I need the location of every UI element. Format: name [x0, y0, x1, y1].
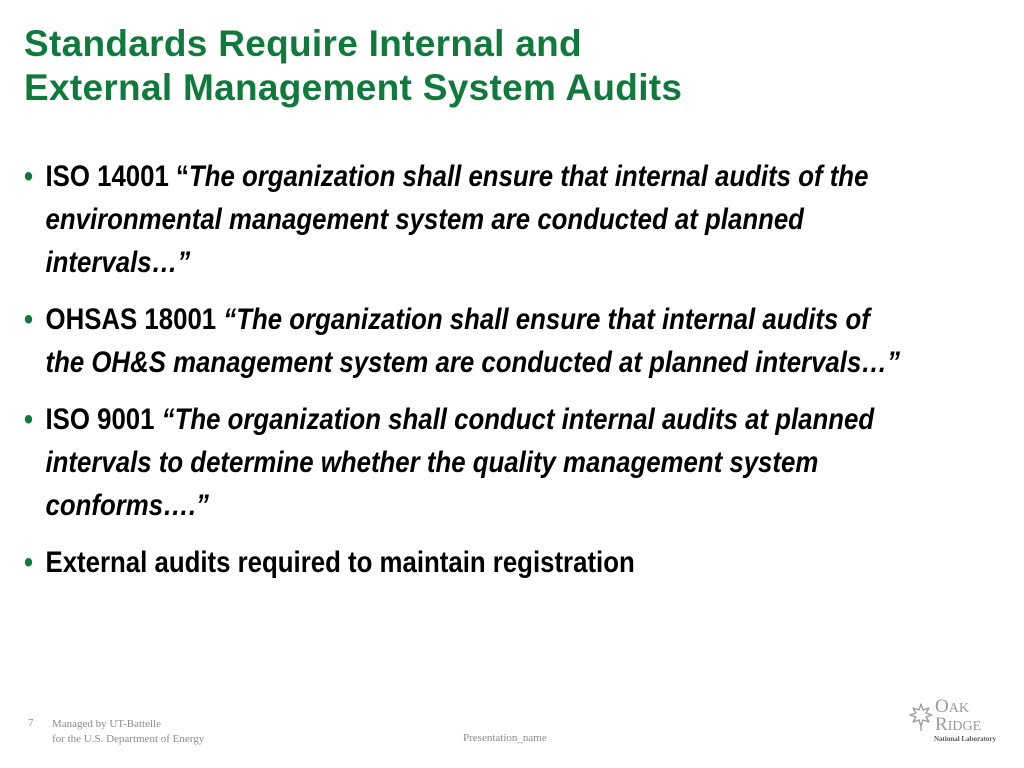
- bullet-list: [24, 155, 904, 598]
- footer-org: [52, 717, 272, 747]
- bullet-item-iso14001: [24, 155, 904, 284]
- footer-org-line-1: Managed by UT-Battelle: [52, 718, 161, 730]
- logo-oak: OAK: [935, 696, 969, 717]
- bullet-dot: •: [24, 160, 34, 193]
- oak-ridge-logo: [908, 696, 1000, 748]
- bullet-label: External audits required to maintain registration: [45, 546, 635, 579]
- title-line-1: Standards Require Internal and: [24, 23, 582, 64]
- bullet-dot: •: [24, 403, 34, 436]
- presentation-name: Presentation_name: [463, 732, 547, 744]
- bullet-dot: •: [24, 546, 34, 579]
- logo-lab: National Laboratory: [934, 735, 997, 743]
- logo-ridge: RIDGE: [935, 714, 982, 735]
- bullet-dot: •: [24, 303, 34, 336]
- bullet-label: ISO 9001: [45, 403, 162, 436]
- bullet-label: ISO 14001 “: [45, 160, 189, 193]
- title-line-2: External Management System Audits: [24, 67, 683, 108]
- slide-title: [24, 22, 984, 110]
- leaf-icon: [908, 702, 934, 732]
- footer-org-line-2: for the U.S. Department of Energy: [52, 733, 205, 745]
- bullet-label: OHSAS 18001: [45, 303, 224, 336]
- bullet-item-ohsas18001: [24, 298, 904, 384]
- bullet-quote: “The organization shall ensure that internal audits of the OH&S management system are conducted at planned intervals…”: [45, 303, 901, 379]
- slide-number: 7: [28, 717, 34, 729]
- bullet-item-external-audits: [24, 541, 904, 584]
- bullet-quote: “The organization shall conduct internal audits at planned intervals to determine whether the quality management system conforms….”: [45, 403, 875, 522]
- bullet-item-iso9001: [24, 398, 904, 527]
- bullet-quote: The organization shall ensure that internal audits of the environmental management system are conducted at planned intervals…”: [45, 160, 869, 279]
